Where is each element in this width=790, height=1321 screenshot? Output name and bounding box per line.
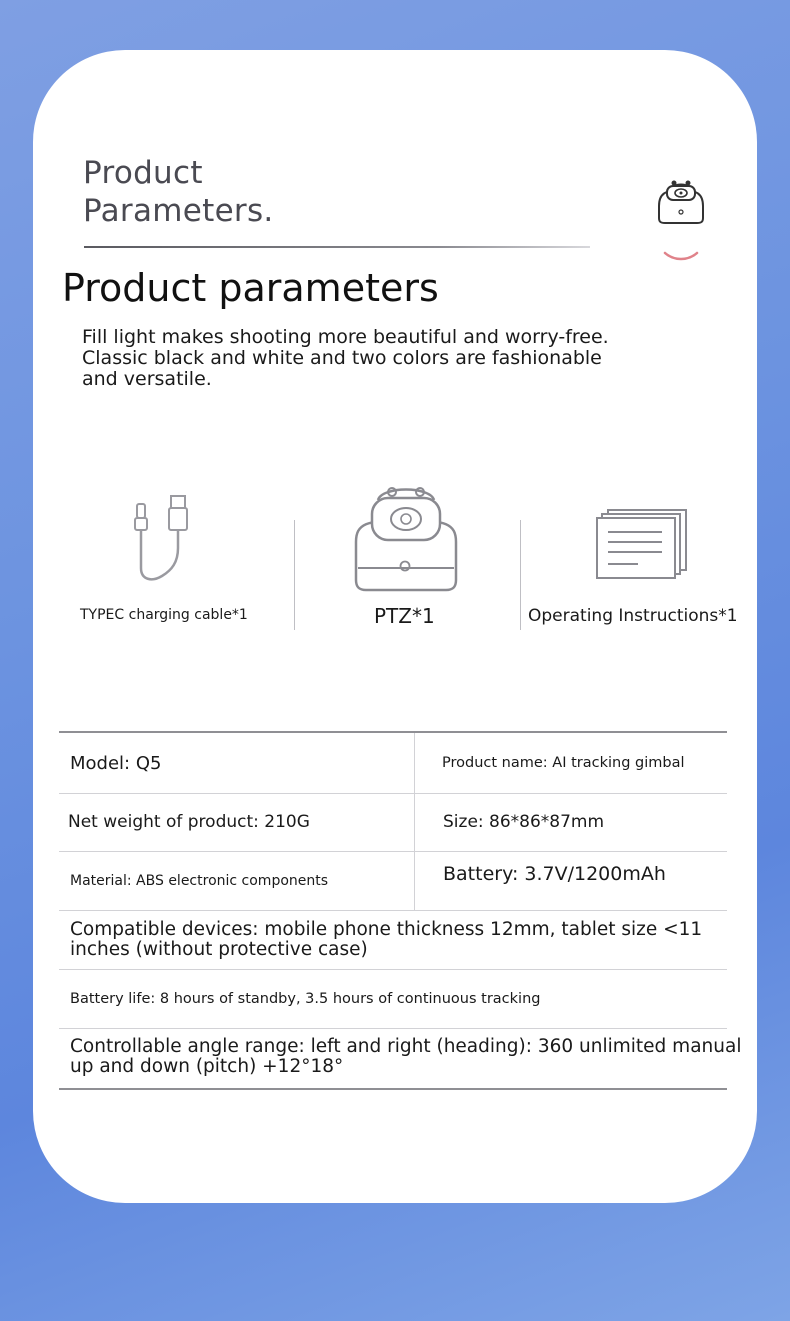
table-row <box>59 851 727 911</box>
package-item-instructions-label: Operating Instructions*1 <box>528 606 738 626</box>
usb-c-cable-icon <box>130 494 194 584</box>
page-title: Product parameters <box>62 266 439 310</box>
table-row <box>59 1028 742 1086</box>
spec-angle-range: Controllable angle range: left and right (heading): 360 unlimited manual up and down (pitch) +12°18° <box>70 1036 742 1077</box>
spec-battery-life: Battery life: 8 hours of standby, 3.5 hours of continuous tracking <box>70 990 541 1007</box>
spec-table <box>59 731 742 1090</box>
description-line-2: Classic black and white and two colors are fashionable <box>82 347 602 369</box>
table-row <box>59 733 727 794</box>
heading-divider <box>84 246 590 248</box>
gimbal-thumbnail-icon <box>655 176 707 226</box>
section-heading-line-1: Product <box>83 155 203 191</box>
spec-net-weight: Net weight of product: 210G <box>59 793 415 851</box>
spec-product-name: Product name: AI tracking gimbal <box>442 755 685 771</box>
product-description <box>82 327 702 390</box>
smile-accent-icon <box>662 250 700 262</box>
instructions-document-icon <box>594 508 690 582</box>
package-item-ptz-label: PTZ*1 <box>374 604 435 628</box>
table-row <box>59 793 727 852</box>
table-row <box>59 910 727 970</box>
spec-material: Material: ABS electronic components <box>59 851 415 910</box>
description-line-3: and versatile. <box>82 368 212 390</box>
gimbal-device-icon <box>352 484 460 594</box>
package-divider <box>294 520 295 630</box>
package-item-cable-label: TYPEC charging cable*1 <box>80 607 248 623</box>
package-divider <box>520 520 521 630</box>
table-row <box>59 969 727 1029</box>
spec-model: Model: Q5 <box>59 733 415 793</box>
spec-compatible-devices: Compatible devices: mobile phone thickness 12mm, tablet size <11 inches (without protective case) <box>70 918 703 960</box>
spec-size: Size: 86*86*87mm <box>443 812 605 832</box>
section-heading-line-2: Parameters. <box>83 193 274 229</box>
spec-battery: Battery: 3.7V/1200mAh <box>443 863 666 885</box>
section-heading <box>83 154 274 230</box>
description-line-1: Fill light makes shooting more beautiful and worry-free. <box>82 326 609 348</box>
